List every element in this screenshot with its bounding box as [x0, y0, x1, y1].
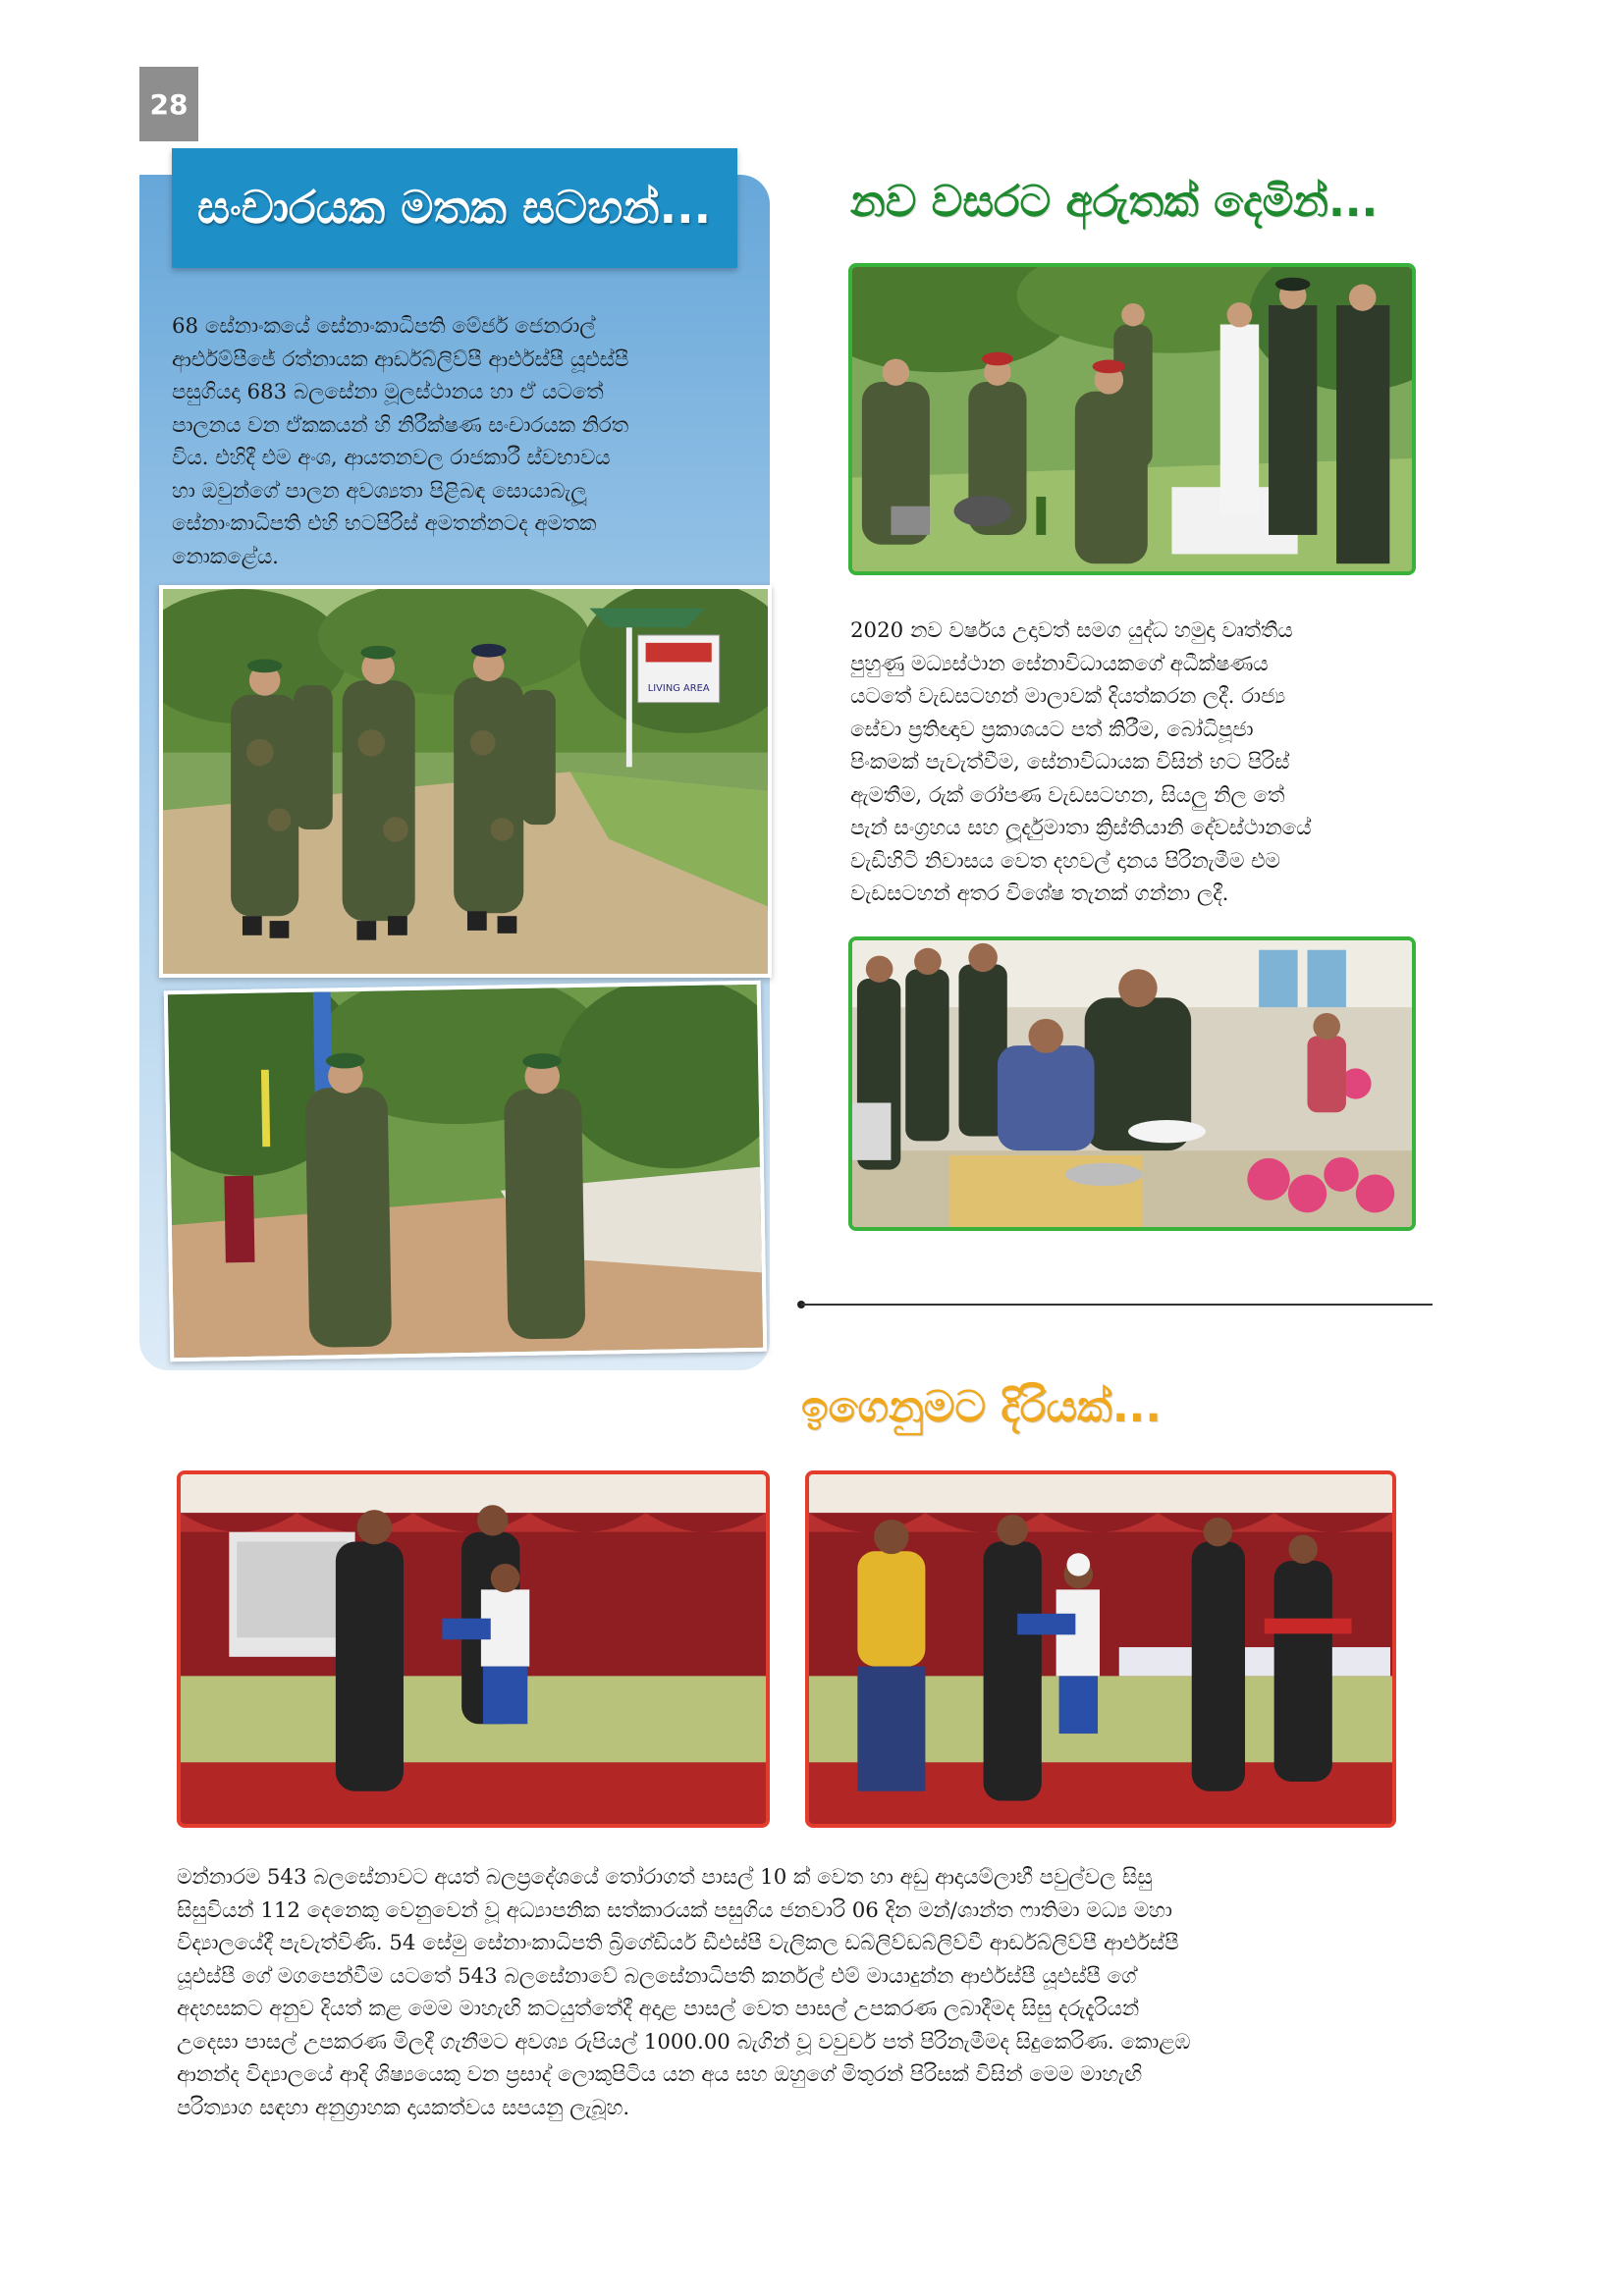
- education-body-text: මන්නාරම 543 බලසේනාවට අයත් බලප්‍රදේශයේ තෝරාගත් පාසල් 10 ක් වෙත හා අඩු ආදායම්ලාභී පවුල්වල සිසු සිසුවියන් 112 දෙනෙකු වෙනුවෙන් වූ අධ්‍යාපනික සත්කාරයක් පසුගිය ජනවාරි 06 දින මන්/ශාන්ත ෆාතිමා මධ්‍ය මහා විද්‍යාලයේදී පැවැත්විණි. 54 සේමු සේනාංකාධිපති බ්‍රිගේඩියර් ඩීඑස්පී වැලිකල ඩබ්ලිව්ඩබ්ලිව්වී ආර්ඩබ්ලිව්පී ආර්එස්පී යූඑස්පී ගේ මගපෙන්වීම යටතේ 543 බලසේනාවේ බලසේනාධිපති කර්නල් එම් මායාදුන්න ආර්එස්පී යූඑස්පී ගේ අදහසකට අනුව දියත් කළ මෙම මාහැඟි කටයුත්තේදී අදාළ පාසල් වෙත පාසල් උපකරණ ලබාදීමද සිසු දරුදැරියන් උදෙසා පාසල් උපකරණ මිලදී ගැනීමට අවශ්‍ය රුපියල් 1000.00 බැගින් වූ වවුචර් පත් පිරිනැමීමද සිදුකෙරිණ. කොළඹ ආනන්ද විද්‍යාලයේ ආදි ශිෂ්‍යයෙකු වන ප්‍රසාද් ලොකුපිටිය යන අය සහ ඔහුගේ මිතුරන් පිරිසක් විසින් මෙම මාහැඟි පරිත්‍යාග සඳහා අනුග්‍රාහක දායකත්වය සපයනු ලැබූහ.: [177, 1865, 1191, 2120]
- feature-title: සංචාරයක මතක සටහන්...: [197, 181, 712, 234]
- page-number: 28: [139, 67, 198, 141]
- new-year-heading: නව වසරට අරුතක් දෙමින්...: [850, 177, 1379, 227]
- photo-elders-lunch: [848, 936, 1416, 1231]
- photo-school-supplies-2: [805, 1470, 1396, 1828]
- photo-school-supplies-1: [177, 1470, 770, 1828]
- living-area-sign-text: LIVING AREA: [647, 682, 710, 694]
- photo-officers-walking: [159, 585, 772, 978]
- education-heading: ඉගෙනුමට දිරියක්...: [801, 1382, 1162, 1432]
- photo-officers-garden: [164, 981, 768, 1362]
- new-year-body-text: 2020 නව වර්ෂය උදාවත් සමග යුද්ධ හමුදා වෘත්තීය පුහුණු මධ්‍යස්ථාන සේනාවිධායකගේ අධීක්ෂණය යටතේ වැඩසටහන් මාලාවක් දියත්කරන ලදී. රාජ්‍ය සේවා ප්‍රතිඥාව ප්‍රකාශයට පත් කිරීම, බෝධිපූජා පිංකමක් පැවැත්වීම, සේනාවිධායක විසින් භට පිරිස් ඇමතීම, රුක් රෝපණ වැඩසටහන, සියලු නිල තේ පැන් සංග්‍රහය සහ ලූර්දුමාතා ක්‍රිස්තියානි දේවස්ථානයේ වැඩිහිටි නිවාසය වෙත දහවල් දානය පිරිනැමීම එම වැඩසටහන් අතර විශේෂ තැනක් ගන්නා ලදී.: [850, 618, 1312, 906]
- section-divider: [801, 1304, 1433, 1306]
- feature-title-banner: [172, 148, 737, 268]
- feature-body-text: 68 සේනාංකයේ සේනාංකාධිපති මේජර් ජෙනරාල් ආර්එම්පීජේ රත්නායක ආර්ඩබ්ලිව්පී ආර්එස්පී යූඑස්පී පසුගියදා 683 බලසේනා මූලස්ථානය හා ඒ යටතේ පාලනය වන ඒකකයන් හි නිරීක්ෂණ සංචාරයක නිරත විය. එහිදී එම අංශ, ආයතනවල රාජකාරී ස්වභාවය හා ඔවුන්ගේ පාලන අවශ්‍යතා පිළිබඳ සොයාබැලූ සේනාංකාධිපති එහි භටපිරිස් අමතන්නටද අමතක නොකළේය.: [172, 314, 629, 569]
- photo-tree-planting: [848, 263, 1416, 575]
